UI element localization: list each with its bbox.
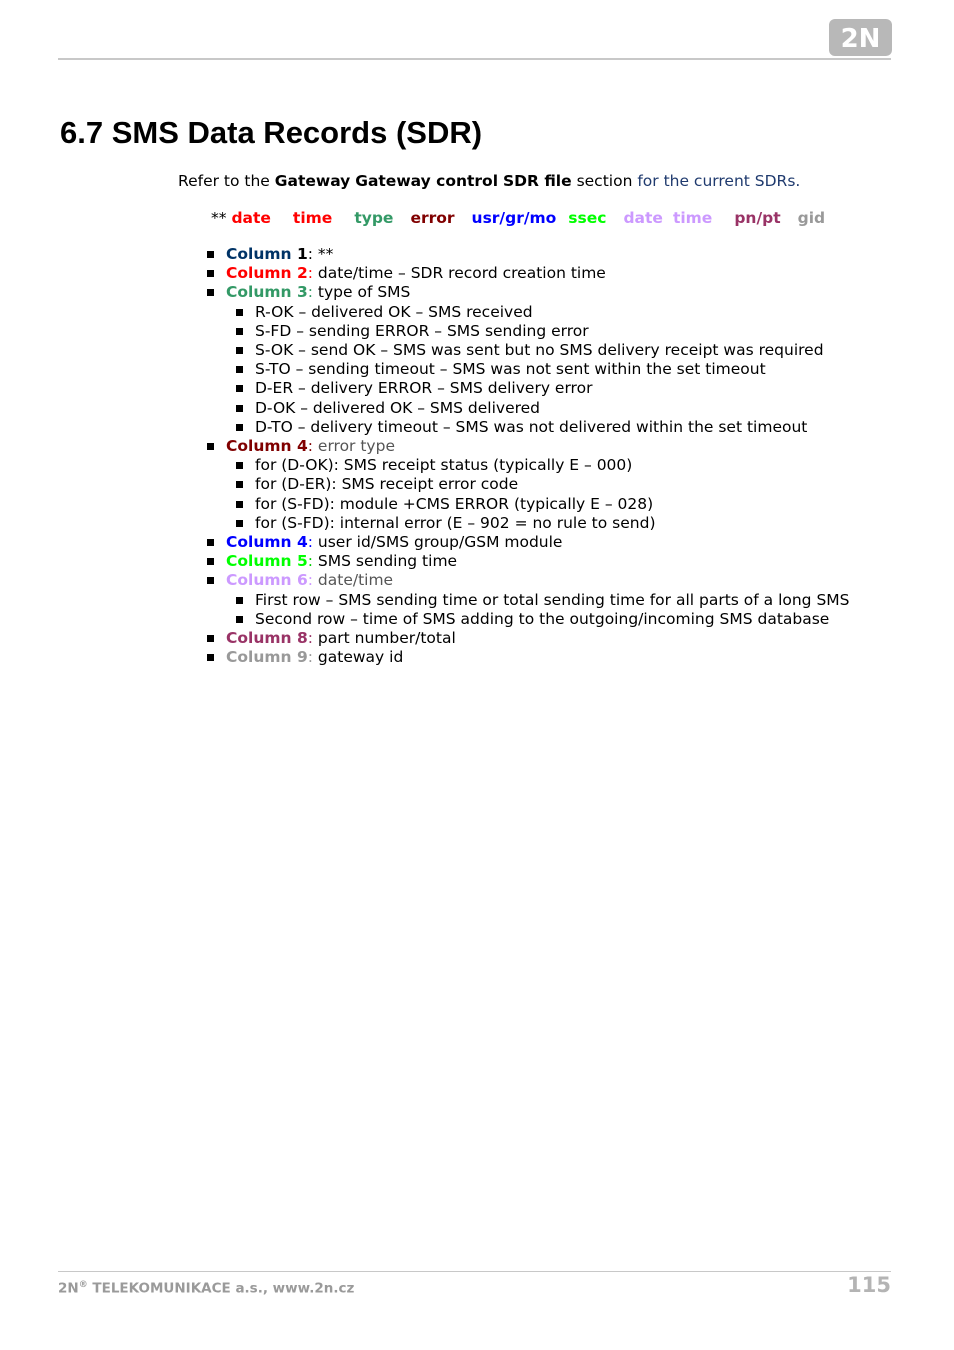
columns-list xyxy=(207,245,889,667)
column-description: type of SMS xyxy=(317,283,411,302)
footer-company: 2N® TELEKOMUNIKACE a.s., www.2n.cz xyxy=(58,1280,355,1297)
intro-link[interactable]: for the current SDRs. xyxy=(637,172,801,190)
column-label: Column 2 xyxy=(226,264,308,283)
format-field: time xyxy=(292,209,333,227)
footer-divider xyxy=(58,1271,891,1272)
column-description: error type xyxy=(317,437,395,456)
column-description: ** xyxy=(317,245,334,263)
sub-item: R-OK – delivered OK – SMS received xyxy=(207,303,889,322)
format-field: gid xyxy=(797,209,826,227)
column-item xyxy=(207,437,889,456)
column-label: Column 5 xyxy=(226,552,308,571)
column-number: 1 xyxy=(296,245,308,263)
column-description: date/time – SDR record creation time xyxy=(317,264,606,283)
intro-sdr-file: SDR file xyxy=(502,172,572,190)
sdr-format-line xyxy=(211,208,825,228)
svg-text:2N: 2N xyxy=(840,24,881,54)
sub-item: for (S-FD): internal error (E – 902 = no rule to send) xyxy=(207,514,889,533)
page-title: 6.7 SMS Data Records (SDR) xyxy=(60,115,483,150)
column-separator: : xyxy=(307,552,318,571)
column-item xyxy=(207,648,889,667)
column-label: Column 6 xyxy=(226,571,308,590)
column-separator: : xyxy=(307,264,318,283)
column-label: Column 4 xyxy=(226,437,308,456)
sub-item: S-TO – sending timeout – SMS was not sent within the set timeout xyxy=(207,360,889,379)
column-item xyxy=(207,629,889,648)
column-separator: : xyxy=(307,533,318,552)
sub-item: for (D-ER): SMS receipt error code xyxy=(207,475,889,494)
format-field: usr/gr/mo xyxy=(471,209,557,227)
column-item xyxy=(207,571,889,590)
column-description: gateway id xyxy=(317,648,404,667)
column-separator: : xyxy=(307,245,318,263)
sub-item: D-TO – delivery timeout – SMS was not delivered within the set timeout xyxy=(207,418,889,437)
sub-item: D-ER – delivery ERROR – SMS delivery error xyxy=(207,379,889,398)
column-label: Column 9 xyxy=(226,648,308,667)
2n-logo-icon xyxy=(829,19,892,56)
column-separator: : xyxy=(307,629,318,648)
sub-item: S-FD – sending ERROR – SMS sending error xyxy=(207,322,889,341)
format-field: error xyxy=(410,209,455,227)
format-field: type xyxy=(354,209,394,227)
column-label: Column 3 xyxy=(226,283,308,302)
column-separator: : xyxy=(307,571,318,590)
column-separator: : xyxy=(307,648,318,667)
column-separator: : xyxy=(307,283,318,302)
format-field: date xyxy=(623,209,663,227)
column-description: user id/SMS group/GSM module xyxy=(317,533,563,552)
column-label: Column xyxy=(226,245,297,263)
column-label: Column 8 xyxy=(226,629,308,648)
intro-gateway: Gateway xyxy=(274,172,351,190)
column-item xyxy=(207,533,889,552)
column-item xyxy=(207,245,889,264)
sub-item: First row – SMS sending time or total sending time for all parts of a long SMS xyxy=(207,591,889,610)
column-item xyxy=(207,264,889,283)
column-label: Column 4 xyxy=(226,533,308,552)
intro-gateway-control: Gateway control xyxy=(355,172,499,190)
column-item xyxy=(207,552,889,571)
column-description: part number/total xyxy=(317,629,456,648)
sub-item: D-OK – delivered OK – SMS delivered xyxy=(207,399,889,418)
sub-item: for (D-OK): SMS receipt status (typically E – 000) xyxy=(207,456,889,475)
intro-middle: section xyxy=(571,172,638,190)
header-divider xyxy=(58,58,891,60)
intro-prefix: Refer to the xyxy=(178,172,275,190)
format-field: pn/pt xyxy=(734,209,781,227)
column-item xyxy=(207,283,889,302)
format-field: date xyxy=(231,209,271,227)
format-field: ssec xyxy=(568,209,607,227)
intro-paragraph xyxy=(178,171,800,191)
column-separator: : xyxy=(307,437,318,456)
sub-item: S-OK – send OK – SMS was sent but no SMS delivery receipt was required xyxy=(207,341,889,360)
format-field: time xyxy=(672,209,713,227)
sub-item: Second row – time of SMS adding to the outgoing/incoming SMS database xyxy=(207,610,889,629)
column-description: SMS sending time xyxy=(317,552,458,571)
column-description: date/time xyxy=(317,571,394,590)
format-prefix: ** xyxy=(211,209,232,227)
page-number: 115 xyxy=(847,1273,891,1297)
sub-item: for (S-FD): module +CMS ERROR (typically E – 028) xyxy=(207,495,889,514)
